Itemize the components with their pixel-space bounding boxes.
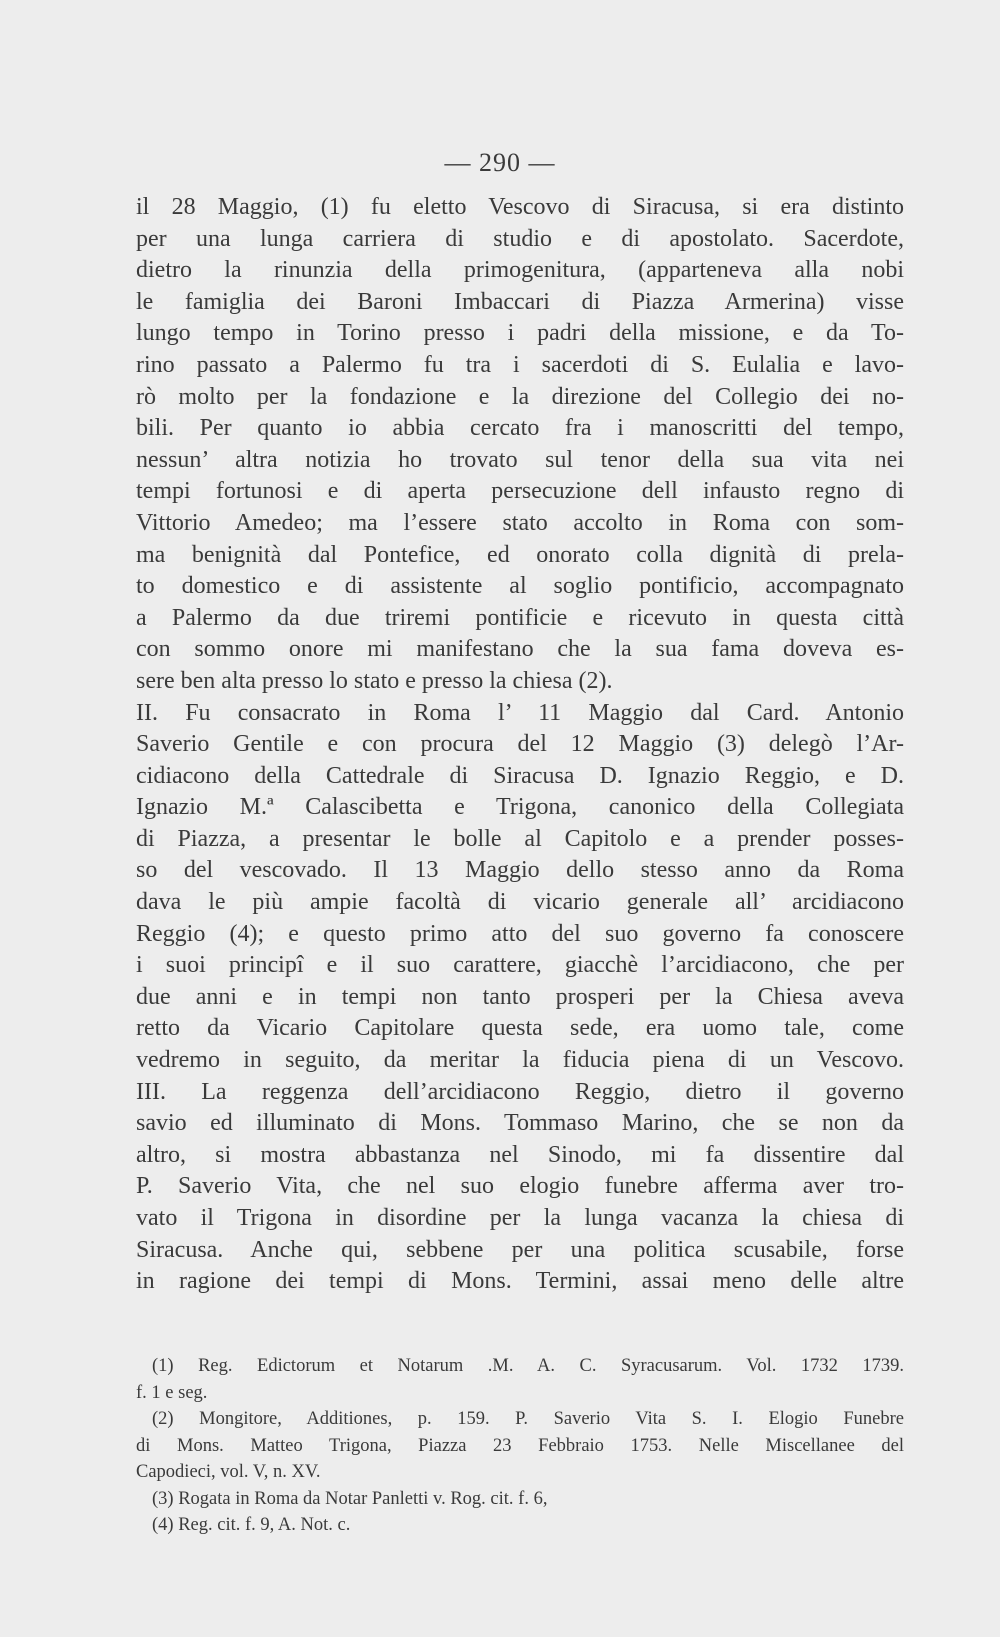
text-line: le famiglia dei Baroni Imbaccari di Piazza Armerina) visse [136, 288, 904, 315]
text-line: Ignazio M.ª Calascibetta e Trigona, canonico della Collegiata [136, 794, 904, 821]
text-line: bili. Per quanto io abbia cercato fra i manoscritti del tempo, [136, 415, 904, 442]
text-line: rò molto per la fondazione e la direzione del Collegio dei no- [136, 383, 904, 410]
text-line: III. La reggenza dell’arcidiacono Reggio, dietro il governo [136, 1078, 904, 1105]
footnote-line: (3) Rogata in Roma da Notar Panletti v. Rog. cit. f. 6, [152, 1488, 548, 1509]
text-line: so del vescovado. Il 13 Maggio dello stesso anno da Roma [136, 857, 904, 884]
text-line: dietro la rinunzia della primogenitura, (apparteneva alla nobi [136, 257, 904, 284]
footnote-line: Capodieci, vol. V, n. XV. [136, 1462, 321, 1482]
text-line: tempi fortunosi e di aperta persecuzione dell infausto regno di [136, 478, 904, 505]
text-line: nessun’ altra notizia ho trovato sul tenor della sua vita nei [136, 446, 904, 473]
text-line: Saverio Gentile e con procura del 12 Maggio (3) delegò l’Ar- [136, 731, 904, 758]
text-line: retto da Vicario Capitolare questa sede, era uomo tale, come [136, 1015, 904, 1042]
text-line: rino passato a Palermo fu tra i sacerdoti di S. Eulalia e lavo- [136, 351, 904, 378]
text-line: altro, si mostra abbastanza nel Sinodo, mi fa dissentire dal [136, 1141, 904, 1168]
text-line: sere ben alta presso lo stato e presso la chiesa (2). [136, 667, 613, 694]
text-line: Vittorio Amedeo; ma l’essere stato accolto in Roma con som- [136, 509, 904, 536]
text-line: dava le più ampie facoltà di vicario generale all’ arcidiacono [136, 889, 904, 916]
text-line: di Piazza, a presentar le bolle al Capitolo e a prender posses- [136, 825, 904, 852]
page-number: — 290 — [444, 148, 556, 177]
text-line: vedremo in seguito, da meritar la fiducia piena di un Vescovo. [136, 1047, 904, 1074]
footnote-line: f. 1 e seg. [136, 1382, 208, 1403]
text-line: savio ed illuminato di Mons. Tommaso Marino, che se non da [136, 1110, 904, 1137]
footnotes [136, 1353, 904, 1539]
footnote-line: di Mons. Matteo Trigona, Piazza 23 Febbraio 1753. Nelle Miscellanee del [136, 1435, 904, 1456]
body-text [136, 192, 904, 1298]
text-line: to domestico e di assistente al soglio pontificio, accompagnato [136, 573, 904, 600]
footnote-line: (2) Mongitore, Additiones, p. 159. P. Saverio Vita S. I. Elogio Funebre [152, 1409, 904, 1429]
text-line: con sommo onore mi manifestano che la sua fama doveva es- [136, 636, 904, 663]
text-line: a Palermo da due triremi pontificie e ricevuto in questa città [136, 604, 904, 631]
text-line: II. Fu consacrato in Roma l’ 11 Maggio dal Card. Antonio [136, 699, 904, 726]
text-line: lungo tempo in Torino presso i padri della missione, e da To- [136, 320, 904, 347]
footnote-line: (4) Reg. cit. f. 9, A. Not. c. [152, 1515, 351, 1535]
text-line: vato il Trigona in disordine per la lunga vacanza la chiesa di [136, 1205, 904, 1231]
text-line: i suoi principî e il suo carattere, giacchè l’arcidiacono, che per [136, 952, 904, 979]
text-line: ma benignità dal Pontefice, ed onorato colla dignità di prela- [136, 541, 904, 568]
text-line: Siracusa. Anche qui, sebbene per una politica scusabile, forse [136, 1236, 904, 1263]
text-line: P. Saverio Vita, che nel suo elogio funebre afferma aver tro- [136, 1173, 904, 1200]
text-line: cidiacono della Cattedrale di Siracusa D. Ignazio Reggio, e D. [136, 762, 904, 789]
text-line: in ragione dei tempi di Mons. Termini, assai meno delle altre [136, 1268, 904, 1295]
text-line: Reggio (4); e questo primo atto del suo governo fa conoscere [136, 920, 904, 947]
text-line: il 28 Maggio, (1) fu eletto Vescovo di Siracusa, si era distinto [136, 194, 904, 220]
footnote-line: (1) Reg. Edictorum et Notarum .M. A. C. Syracusarum. Vol. 1732 1739. [152, 1356, 904, 1376]
text-line: per una lunga carriera di studio e di apostolato. Sacerdote, [136, 225, 904, 252]
text-line: due anni e in tempi non tanto prosperi per la Chiesa aveva [136, 983, 904, 1010]
